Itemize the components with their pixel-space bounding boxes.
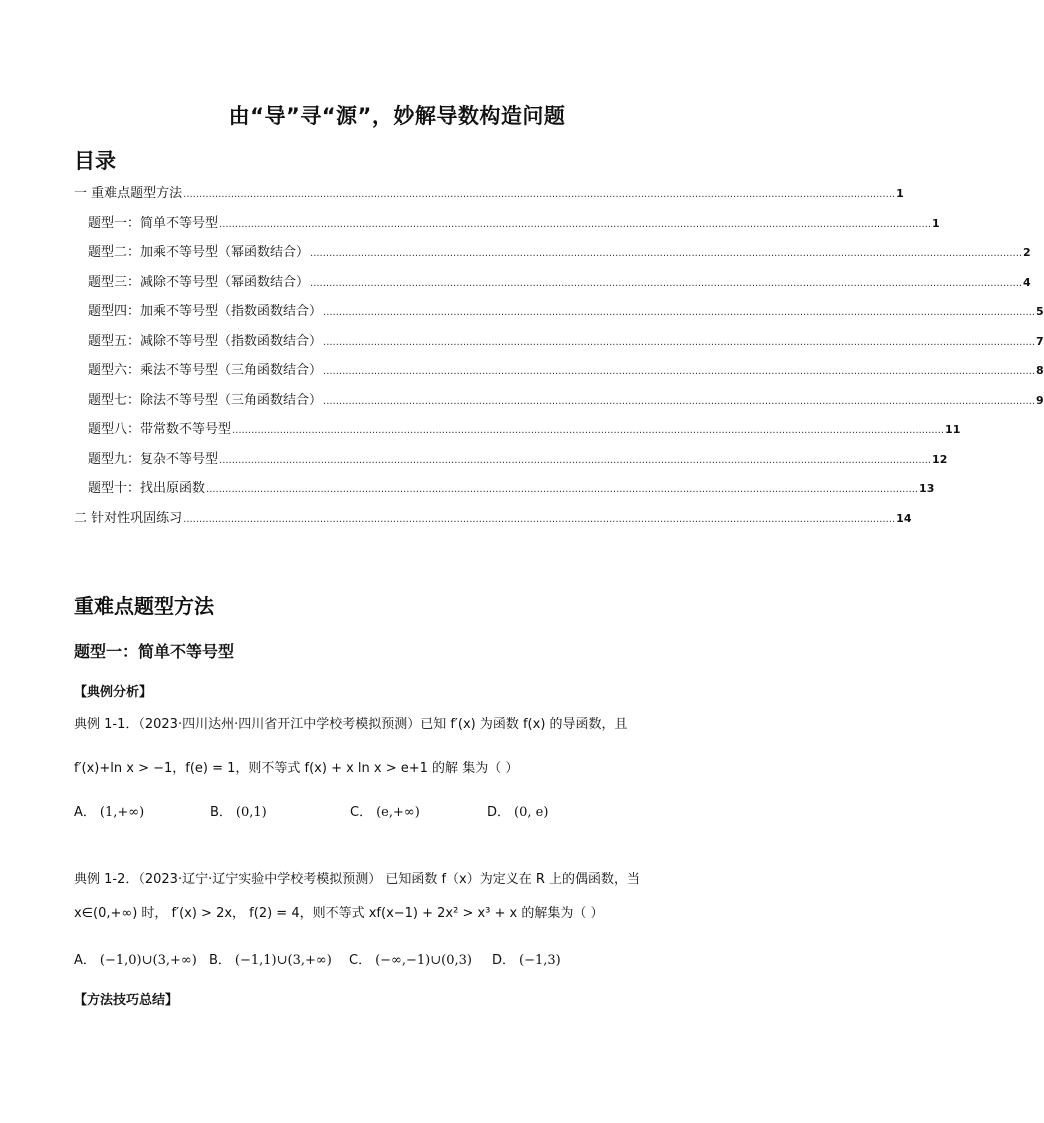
example-1-line-2: f′(x)+ln x > −1，f(e) = 1，则不等式 f(x) + x ln x > e+1 的解 集为（ ）: [74, 761, 519, 776]
toc-entry[interactable]: [74, 359, 1044, 389]
toc-entry-page: 12: [932, 452, 948, 466]
option-label: A．: [74, 805, 96, 820]
toc-leader: ................................................................................................................................................................................................................................: [183, 189, 896, 200]
example-1-line-1: 典例 1-1．（2023·四川达州·四川省开江中学校考模拟预测）已知 f′(x) 为函数 f(x) 的导函数，且: [74, 717, 628, 732]
toc-entry-page: 5: [1036, 305, 1044, 318]
option-value: (−1,3): [519, 953, 561, 968]
toc-entry-page: 8: [1036, 364, 1044, 377]
example-2-options: [74, 949, 724, 971]
toc-leader: ................................................................................................................................................................................................................................: [310, 248, 1023, 259]
option-b[interactable]: [210, 801, 267, 820]
option-c[interactable]: [350, 801, 420, 820]
toc-leader: ................................................................................................................................................................................................................................: [323, 336, 1036, 348]
example-1-options: [74, 801, 724, 823]
toc-entry[interactable]: [74, 330, 1044, 360]
option-value: (0, e): [514, 805, 549, 820]
example-2-line-1: 典例 1-2．（2023·辽宁·辽宁实验中学校考模拟预测） 已知函数 f（x）为定义在 R 上的偶函数，当: [74, 872, 641, 887]
option-label: D．: [487, 805, 511, 820]
toc-entry-label: 题型九：复杂不等号型: [88, 451, 219, 467]
toc-entry-page: 13: [919, 482, 935, 495]
toc-entry-page: 11: [945, 423, 961, 436]
option-d[interactable]: [487, 801, 548, 820]
toc-entry-label: 题型六：乘法不等号型（三角函数结合）: [88, 363, 323, 378]
toc-entry-page: 14: [896, 511, 912, 525]
section-heading: 重难点题型方法: [74, 594, 214, 618]
option-value: (1,+∞): [99, 805, 145, 820]
toc-entry-page: 7: [1036, 334, 1044, 348]
option-a[interactable]: [74, 801, 144, 820]
option-value: (−1,1)∪(3,+∞): [234, 953, 332, 968]
toc-entry[interactable]: [74, 389, 1044, 419]
option-label: B．: [210, 805, 232, 820]
option-c[interactable]: [349, 949, 472, 968]
option-label: A．: [74, 953, 96, 968]
toc-entry-label: 题型八：带常数不等号型: [88, 422, 232, 437]
toc-entry-page: 9: [1036, 393, 1044, 407]
toc-leader: ................................................................................................................................................................................................................................: [323, 307, 1036, 318]
toc-leader: ................................................................................................................................................................................................................................: [219, 218, 932, 230]
option-b[interactable]: [209, 949, 332, 968]
toc-entry-label: 题型七：除法不等号型（三角函数结合）: [88, 392, 323, 408]
option-value: (−1,0)∪(3,+∞): [99, 953, 197, 968]
toc-leader: ................................................................................................................................................................................................................................: [219, 454, 932, 466]
toc-entry-page: 4: [1023, 275, 1031, 289]
option-a[interactable]: [74, 949, 197, 968]
toc-leader: ................................................................................................................................................................................................................................: [310, 277, 1023, 289]
toc-entry-page: 1: [932, 216, 940, 230]
table-of-contents: [74, 182, 1044, 536]
toc-entry[interactable]: [74, 477, 935, 507]
toc-leader: ................................................................................................................................................................................................................................: [232, 425, 945, 436]
option-label: D．: [492, 953, 516, 968]
toc-leader: ................................................................................................................................................................................................................................: [323, 395, 1036, 407]
toc-entry[interactable]: [74, 418, 961, 448]
toc-entry[interactable]: [74, 182, 904, 212]
toc-entry-label: 二 针对性巩固练习: [74, 510, 183, 526]
toc-entry[interactable]: [74, 507, 912, 537]
option-label: C．: [349, 953, 372, 968]
option-value: (0,1): [235, 805, 267, 820]
toc-leader: ................................................................................................................................................................................................................................: [206, 484, 919, 495]
example-2-line-2: x∈(0,+∞) 时， f′(x) > 2x， f(2) = 4，则不等式 xf(x−1) + 2x² > x³ + x 的解集为（ ）: [74, 906, 604, 921]
toc-entry[interactable]: [74, 241, 1031, 271]
toc-entry[interactable]: [74, 212, 940, 242]
toc-entry-label: 题型四：加乘不等号型（指数函数结合）: [88, 304, 323, 319]
option-label: B．: [209, 953, 231, 968]
toc-entry-label: 题型三：减除不等号型（幂函数结合）: [88, 274, 310, 290]
toc-entry[interactable]: [74, 300, 1044, 330]
option-d[interactable]: [492, 949, 561, 968]
toc-entry-page: 2: [1023, 246, 1031, 259]
toc-entry[interactable]: [74, 448, 948, 478]
toc-entry[interactable]: [74, 271, 1031, 301]
toc-entry-label: 题型十：找出原函数: [88, 481, 206, 496]
toc-entry-page: 1: [896, 187, 904, 200]
toc-entry-label: 题型一：简单不等号型: [88, 215, 219, 231]
toc-leader: ................................................................................................................................................................................................................................: [183, 513, 896, 525]
toc-entry-label: 题型二：加乘不等号型（幂函数结合）: [88, 245, 310, 260]
option-value: (e,+∞): [376, 805, 420, 820]
subsection-heading: 题型一：简单不等号型: [74, 642, 235, 661]
summary-label: 【方法技巧总结】: [74, 993, 179, 1008]
toc-entry-label: 题型五：减除不等号型（指数函数结合）: [88, 333, 323, 349]
option-value: (−∞,−1)∪(0,3): [375, 953, 472, 968]
analysis-label: 【典例分析】: [74, 685, 153, 700]
document-title: 由“导”寻“源”，妙解导数构造问题: [228, 104, 566, 128]
toc-leader: ................................................................................................................................................................................................................................: [323, 366, 1036, 377]
option-label: C．: [350, 805, 373, 820]
toc-heading: 目录: [74, 149, 116, 173]
toc-entry-label: 一 重难点题型方法: [74, 186, 183, 201]
